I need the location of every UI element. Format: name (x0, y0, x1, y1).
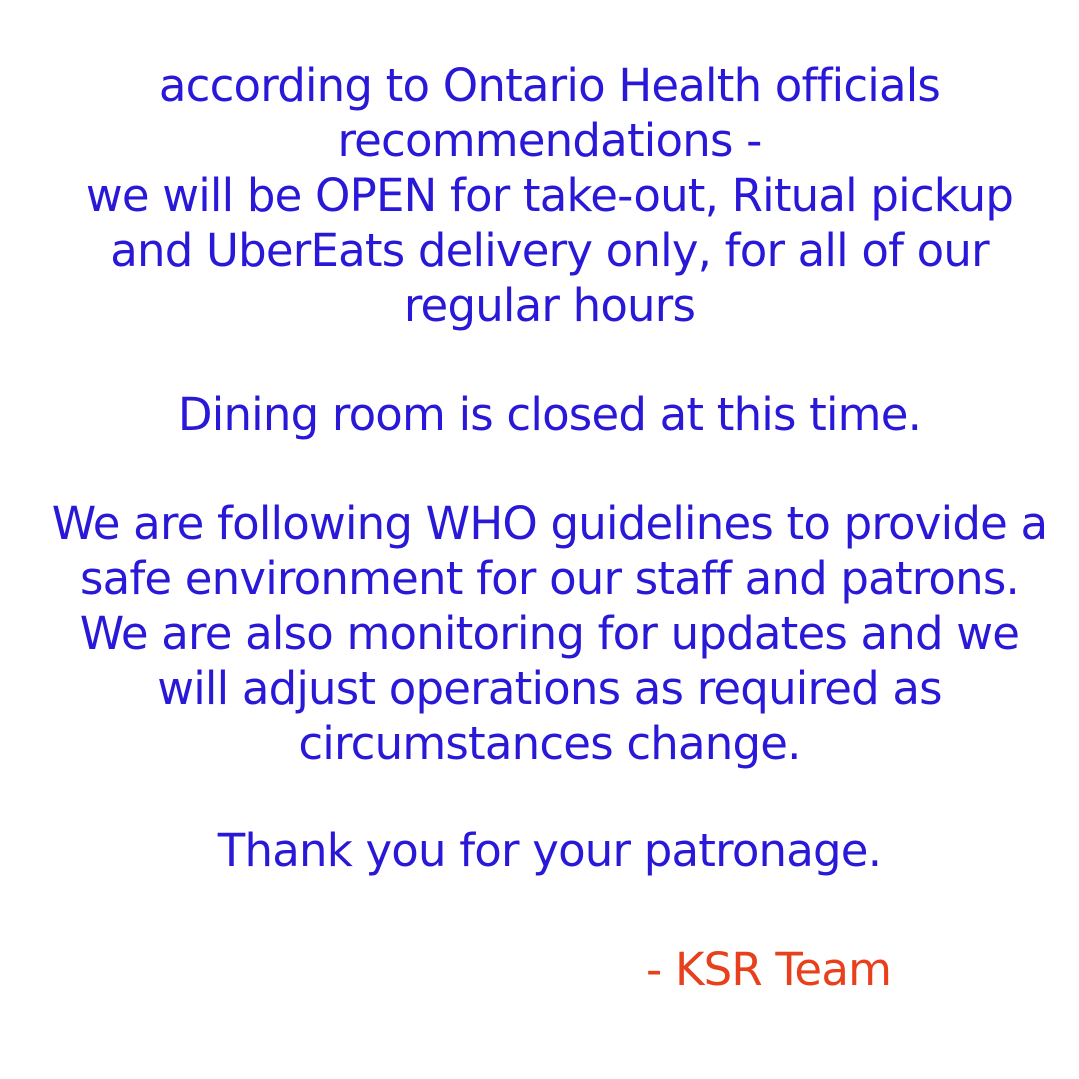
notice-line: regular hours (403, 279, 696, 332)
notice-line: We are also monitoring for updates and we (79, 607, 1020, 660)
paragraph-dining-room (20, 387, 1079, 442)
notice-line: recommendations - (337, 114, 762, 167)
notice-line: will adjust operations as required as (157, 662, 942, 715)
paragraph-guidelines (20, 496, 1079, 771)
paragraph-service-options (20, 58, 1079, 333)
paragraph-thank-you (20, 823, 1079, 878)
notice-line: We are following WHO guidelines to provide a (51, 497, 1048, 550)
notice-line: circumstances change. (298, 717, 801, 770)
notice-line: safe environment for our staff and patrons. (79, 552, 1020, 605)
notice-line: Thank you for your patronage. (217, 824, 882, 877)
notice-line: we will be OPEN for take-out, Ritual pickup (85, 169, 1014, 222)
signature: - KSR Team (646, 943, 892, 996)
notice-line: and UberEats delivery only, for all of our (110, 224, 989, 277)
notice-line: according to Ontario Health officials (158, 59, 941, 112)
notice-line: Dining room is closed at this time. (177, 388, 922, 441)
